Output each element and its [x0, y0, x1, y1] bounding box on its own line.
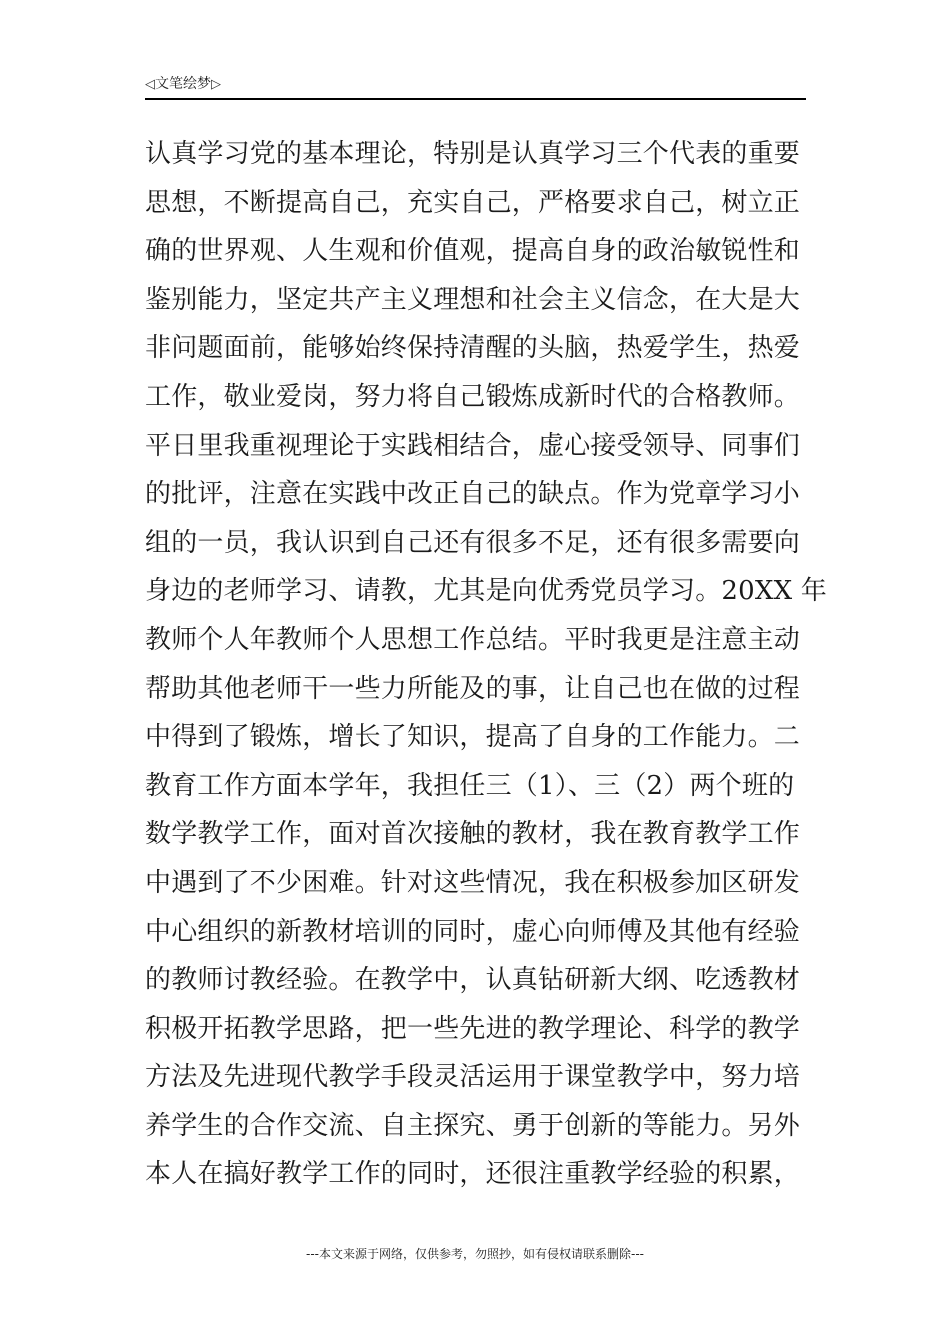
right-triangle-icon: ▷: [211, 77, 221, 92]
text-line: 数学教学工作，面对首次接触的教材，我在教育教学工作: [145, 819, 801, 850]
text-line: 中心组织的新教材培训的同时，虚心向师傅及其他有经验: [145, 916, 801, 947]
text-line: 养学生的合作交流、自主探究、勇于创新的等能力。另外: [145, 1110, 801, 1141]
text-line: 思想，不断提高自己，充实自己，严格要求自己，树立正: [145, 187, 801, 218]
page-footer: ---本文来源于网络，仅供参考，勿照抄，如有侵权请联系删除---: [306, 1247, 644, 1261]
text-line: 中得到了锻炼，增长了知识，提高了自身的工作能力。二: [145, 722, 801, 753]
text-line: 本人在搞好教学工作的同时，还很注重教学经验的积累，: [145, 1159, 801, 1190]
text-line: 中遇到了不少困难。针对这些情况，我在积极参加区研发: [145, 867, 801, 898]
text-line: 积极开拓教学思路，把一些先进的教学理论、科学的教学: [145, 1013, 801, 1044]
header-title: 文笔绘梦: [155, 76, 211, 92]
text-line: 工作，敬业爱岗，努力将自己锻炼成新时代的合格教师。: [145, 381, 801, 412]
text-line: 非问题面前，能够始终保持清醒的头脑，热爱学生，热爱: [145, 333, 801, 364]
text-line: 帮助其他老师干一些力所能及的事，让自己也在做的过程: [145, 673, 801, 704]
text-line: 的批评，注意在实践中改正自己的缺点。作为党章学习小: [145, 479, 801, 510]
text-line: 平日里我重视理论于实践相结合，虚心接受领导、同事们: [145, 430, 801, 461]
text-line: 教师个人年教师个人思想工作总结。平时我更是注意主动: [145, 624, 801, 655]
left-triangle-icon: ◁: [145, 77, 155, 92]
text-line: 组的一员，我认识到自己还有很多不足，还有很多需要向: [145, 527, 801, 558]
text-line: 认真学习党的基本理论，特别是认真学习三个代表的重要: [145, 139, 801, 169]
document-body: [145, 130, 827, 1199]
text-line: 确的世界观、人生观和价值观，提高自身的政治敏锐性和: [145, 236, 801, 267]
page-header: [145, 74, 806, 100]
text-line: 身边的老师学习、请教，尤其是向优秀党员学习。20XX 年: [145, 576, 827, 607]
text-line: 鉴别能力，坚定共产主义理想和社会主义信念，在大是大: [145, 284, 801, 315]
text-line: 方法及先进现代教学手段灵活运用于课堂教学中，努力培: [145, 1062, 801, 1093]
text-line: 的教师讨教经验。在教学中，认真钻研新大纲、吃透教材: [145, 965, 801, 996]
text-line: 教育工作方面本学年，我担任三（1）、三（2）两个班的: [145, 770, 795, 801]
